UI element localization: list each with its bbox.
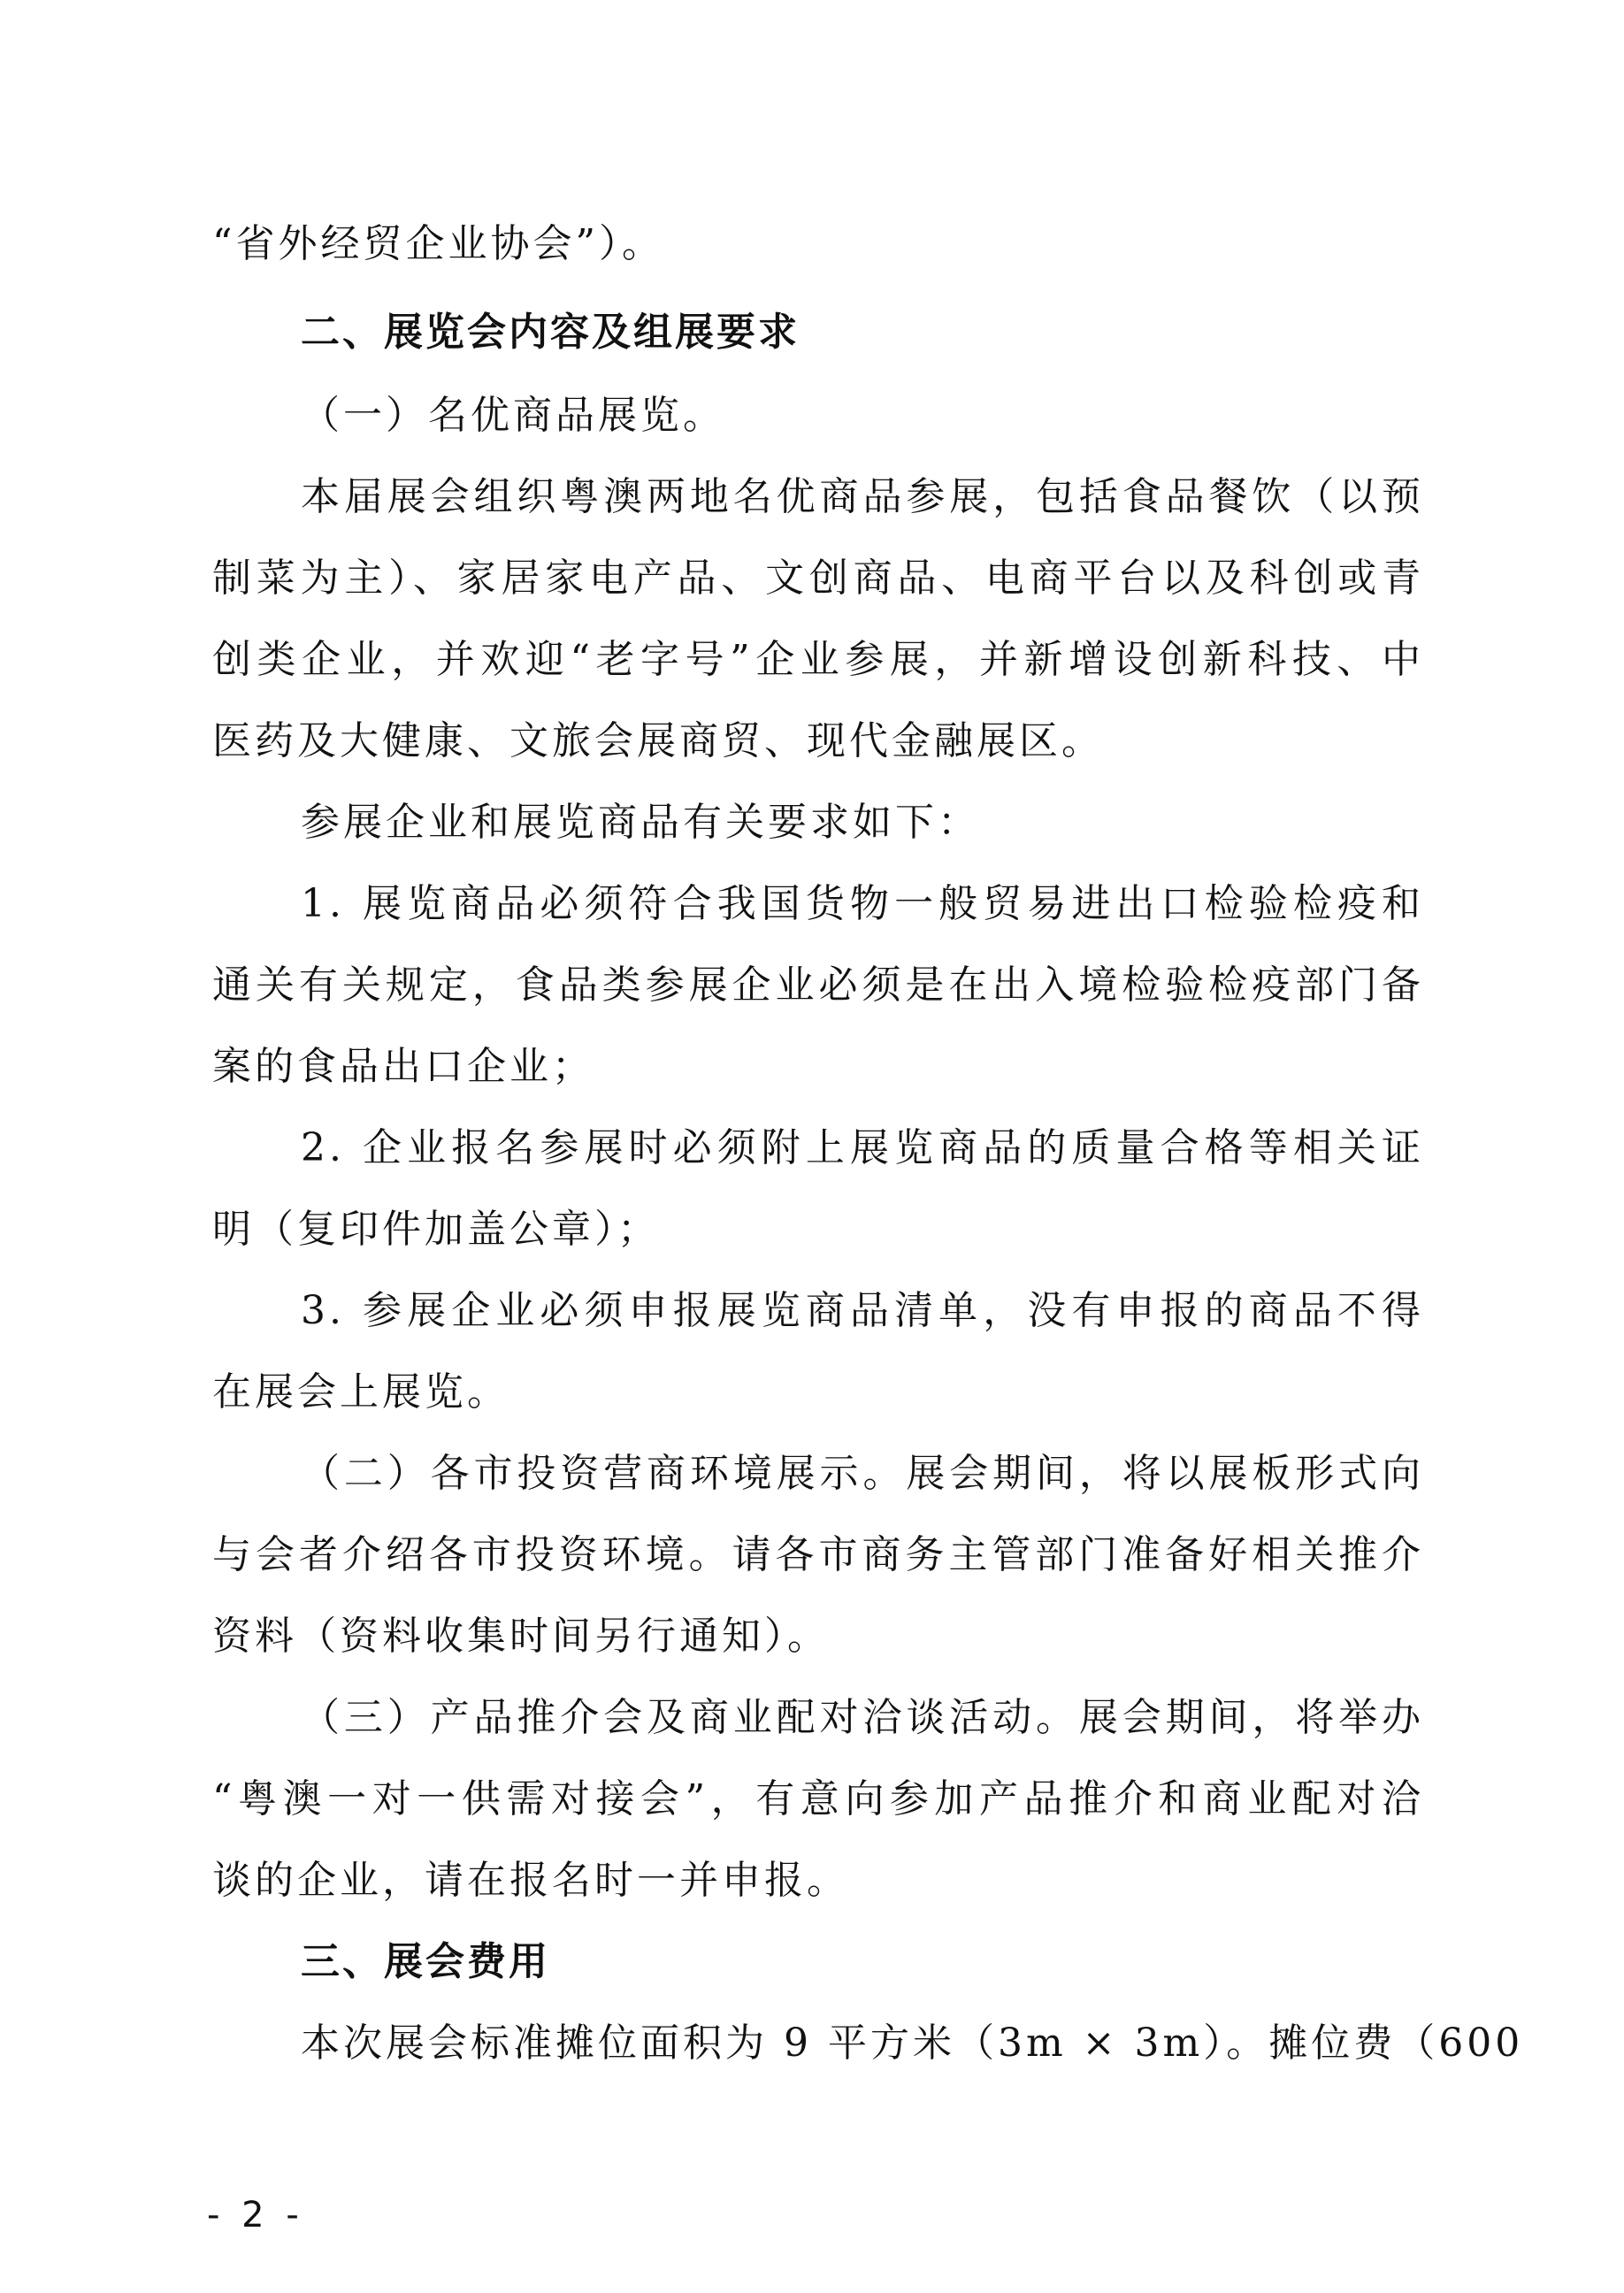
paragraph-line: 本届展会组织粤澳两地名优商品参展，包括食品餐饮（以预 [301, 474, 1424, 519]
paragraph-line: 资料（资料收集时间另行通知）。 [212, 1614, 830, 1659]
paragraph-line: 与会者介绍各市投资环境。请各市商务主管部门准备好相关推介 [212, 1532, 1424, 1577]
list-item-2: 2. 企业报名参展时必须附上展览商品的质量合格等相关证 [301, 1125, 1424, 1170]
paragraph-line: 明（复印件加盖公章）； [212, 1207, 660, 1252]
subsection-heading-2: （二）各市投资营商环境展示。展会期间，将以展板形式向 [301, 1451, 1424, 1496]
paragraph-line: 在展会上展览。 [212, 1369, 509, 1415]
paragraph-line: 本次展会标准摊位面积为 9 平方米（3m × 3m）。摊位费（600 [301, 2021, 1524, 2066]
paragraph-line: 通关有关规定，食品类参展企业必须是在出入境检验检疫部门备 [212, 962, 1424, 1008]
section-heading-3: 三、展会费用 [301, 1939, 550, 1984]
section-heading-2: 二、展览会内容及组展要求 [301, 310, 800, 355]
page-number: - 2 - [207, 2195, 304, 2235]
paragraph-line: “粤澳一对一供需对接会”，有意向参加产品推介和商业配对洽 [212, 1776, 1424, 1821]
paragraph-line: 制菜为主）、家居家电产品、文创商品、电商平台以及科创或青 [212, 556, 1424, 601]
paragraph-line: 创类企业，并欢迎“老字号”企业参展，并新增设创新科技、中 [212, 637, 1424, 682]
paragraph-line: 案的食品出口企业； [212, 1044, 594, 1089]
subsection-heading-1: （一）名优商品展览。 [301, 393, 725, 438]
subsection-heading-3: （三）产品推介会及商业配对洽谈活动。展会期间，将举办 [301, 1695, 1424, 1740]
paragraph-line: 参展企业和展览商品有关要求如下： [301, 800, 980, 845]
list-item-3: 3. 参展企业必须申报展览商品清单，没有申报的商品不得 [301, 1288, 1424, 1333]
paragraph-line: “省外经贸企业协会”）。 [212, 221, 664, 266]
paragraph-line: 谈的企业，请在报名时一并申报。 [212, 1858, 849, 1903]
list-item-1: 1. 展览商品必须符合我国货物一般贸易进出口检验检疫和 [301, 881, 1424, 926]
paragraph-line: 医药及大健康、文旅会展商贸、现代金融展区。 [212, 718, 1104, 763]
